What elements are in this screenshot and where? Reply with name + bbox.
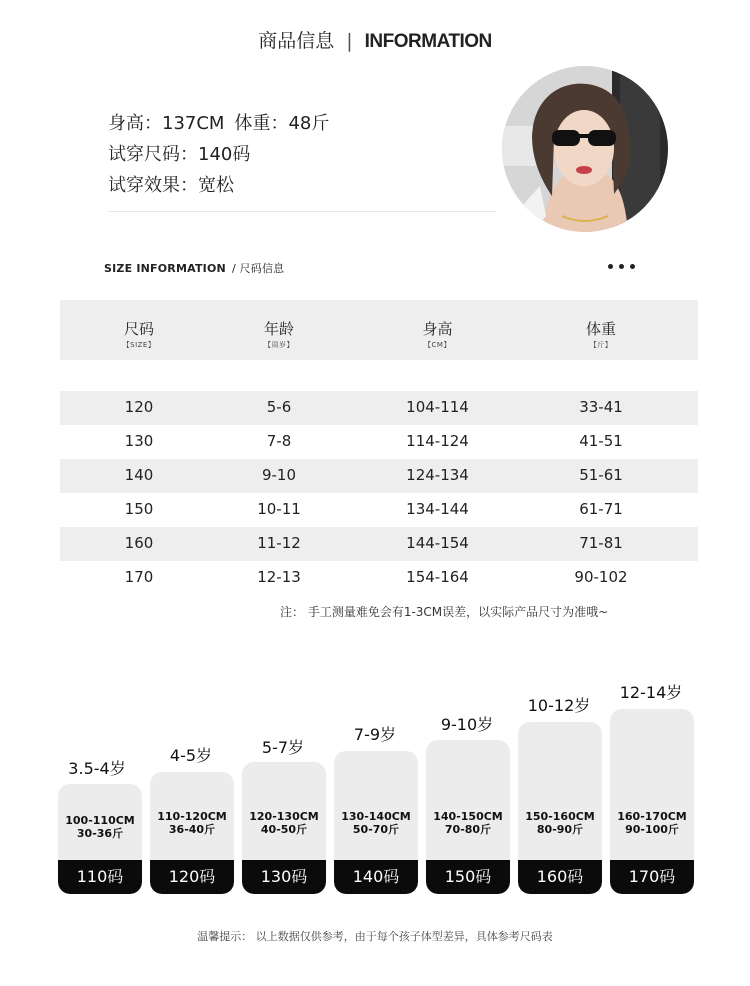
size-card [150, 772, 234, 894]
model-height-label: 身高： [108, 113, 162, 134]
card-age: 7-9岁 [353, 725, 397, 744]
card-age: 10-12岁 [527, 696, 591, 715]
header-size: 尺码 [123, 320, 154, 338]
cell-age: 12-13 [257, 568, 301, 586]
cell-weight: 71-81 [579, 534, 623, 552]
size-card [610, 709, 694, 894]
cell-weight: 61-71 [579, 500, 623, 518]
cell-weight: 90-102 [574, 568, 628, 586]
card-age: 4-5岁 [169, 746, 213, 765]
card-size-label: 140码 [334, 860, 418, 894]
card-weight: 90-100斤 [625, 823, 679, 836]
card-age: 5-7岁 [261, 738, 305, 757]
card-age: 3.5-4岁 [68, 759, 126, 778]
card-size-label: 150码 [426, 860, 510, 894]
card-height: 120-130CM [249, 810, 319, 823]
card-height: 160-170CM [617, 810, 687, 823]
cell-height: 144-154 [406, 534, 469, 552]
size-card [242, 762, 326, 894]
cell-weight: 33-41 [579, 398, 623, 416]
header-separator: | [346, 30, 353, 52]
cell-weight: 41-51 [579, 432, 623, 450]
header-height: 身高 [422, 320, 453, 338]
cell-height: 104-114 [406, 398, 469, 416]
size-info-title-cn: / 尺码信息 [231, 262, 285, 275]
card-weight: 40-50斤 [260, 823, 308, 836]
card-weight: 80-90斤 [536, 823, 584, 836]
measurement-note: 注： 手工测量难免会有1-3CM误差，以实际产品尺寸为准哦~ [280, 605, 609, 619]
model-size-value: 140码 [198, 144, 251, 165]
card-weight: 50-70斤 [352, 823, 400, 836]
model-fit-value: 宽松 [198, 175, 234, 196]
cell-age: 11-12 [257, 534, 301, 552]
card-size-label: 120码 [150, 860, 234, 894]
card-weight: 70-80斤 [444, 823, 492, 836]
cell-age: 7-8 [266, 432, 292, 450]
card-weight: 36-40斤 [168, 823, 216, 836]
cell-size: 140 [124, 466, 154, 484]
card-height: 110-120CM [157, 810, 227, 823]
header-weight-sub: 【斤】 [589, 341, 613, 349]
model-size-label: 试穿尺码： [108, 144, 198, 165]
card-size-label: 110码 [58, 860, 142, 894]
header-height-sub: 【CM】 [424, 341, 451, 349]
header-title-en: INFORMATION [364, 31, 492, 52]
card-size-label: 130码 [242, 860, 326, 894]
cell-size: 120 [124, 398, 154, 416]
card-height: 130-140CM [341, 810, 411, 823]
cell-age: 5-6 [266, 398, 292, 416]
cell-age: 10-11 [257, 500, 301, 518]
header-title-cn: 商品信息 [258, 30, 335, 52]
cell-size: 170 [124, 568, 154, 586]
card-height: 150-160CM [525, 810, 595, 823]
size-card [334, 751, 418, 894]
cell-size: 160 [124, 534, 154, 552]
size-info-title-en: SIZE INFORMATION [104, 262, 226, 275]
model-height-value: 137CM [162, 113, 225, 134]
size-card [426, 740, 510, 894]
model-weight-value: 48斤 [288, 113, 330, 134]
header-age: 年龄 [263, 320, 294, 338]
card-size-label: 160码 [518, 860, 602, 894]
header-age-sub: 【周岁】 [264, 341, 294, 349]
header-size-sub: 【SIZE】 [122, 341, 156, 349]
model-fit-label: 试穿效果： [108, 175, 198, 196]
cell-weight: 51-61 [579, 466, 623, 484]
cell-height: 154-164 [406, 568, 469, 586]
card-size-label: 170码 [610, 860, 694, 894]
cell-height: 134-144 [406, 500, 469, 518]
footer-tip: 温馨提示： 以上数据仅供参考，由于每个孩子体型差异，具体参考尺码表 [197, 930, 553, 943]
card-age: 9-10岁 [440, 715, 494, 734]
cell-size: 130 [124, 432, 154, 450]
cell-height: 124-134 [406, 466, 469, 484]
header-weight: 体重 [585, 320, 616, 338]
card-height: 140-150CM [433, 810, 503, 823]
cell-height: 114-124 [406, 432, 469, 450]
card-height: 100-110CM [65, 814, 135, 827]
card-age: 12-14岁 [619, 683, 683, 702]
card-weight: 30-36斤 [76, 827, 124, 840]
size-card [58, 784, 142, 894]
cell-size: 150 [124, 500, 154, 518]
size-card [518, 722, 602, 894]
model-weight-label: 体重： [234, 113, 289, 134]
cell-age: 9-10 [261, 466, 297, 484]
